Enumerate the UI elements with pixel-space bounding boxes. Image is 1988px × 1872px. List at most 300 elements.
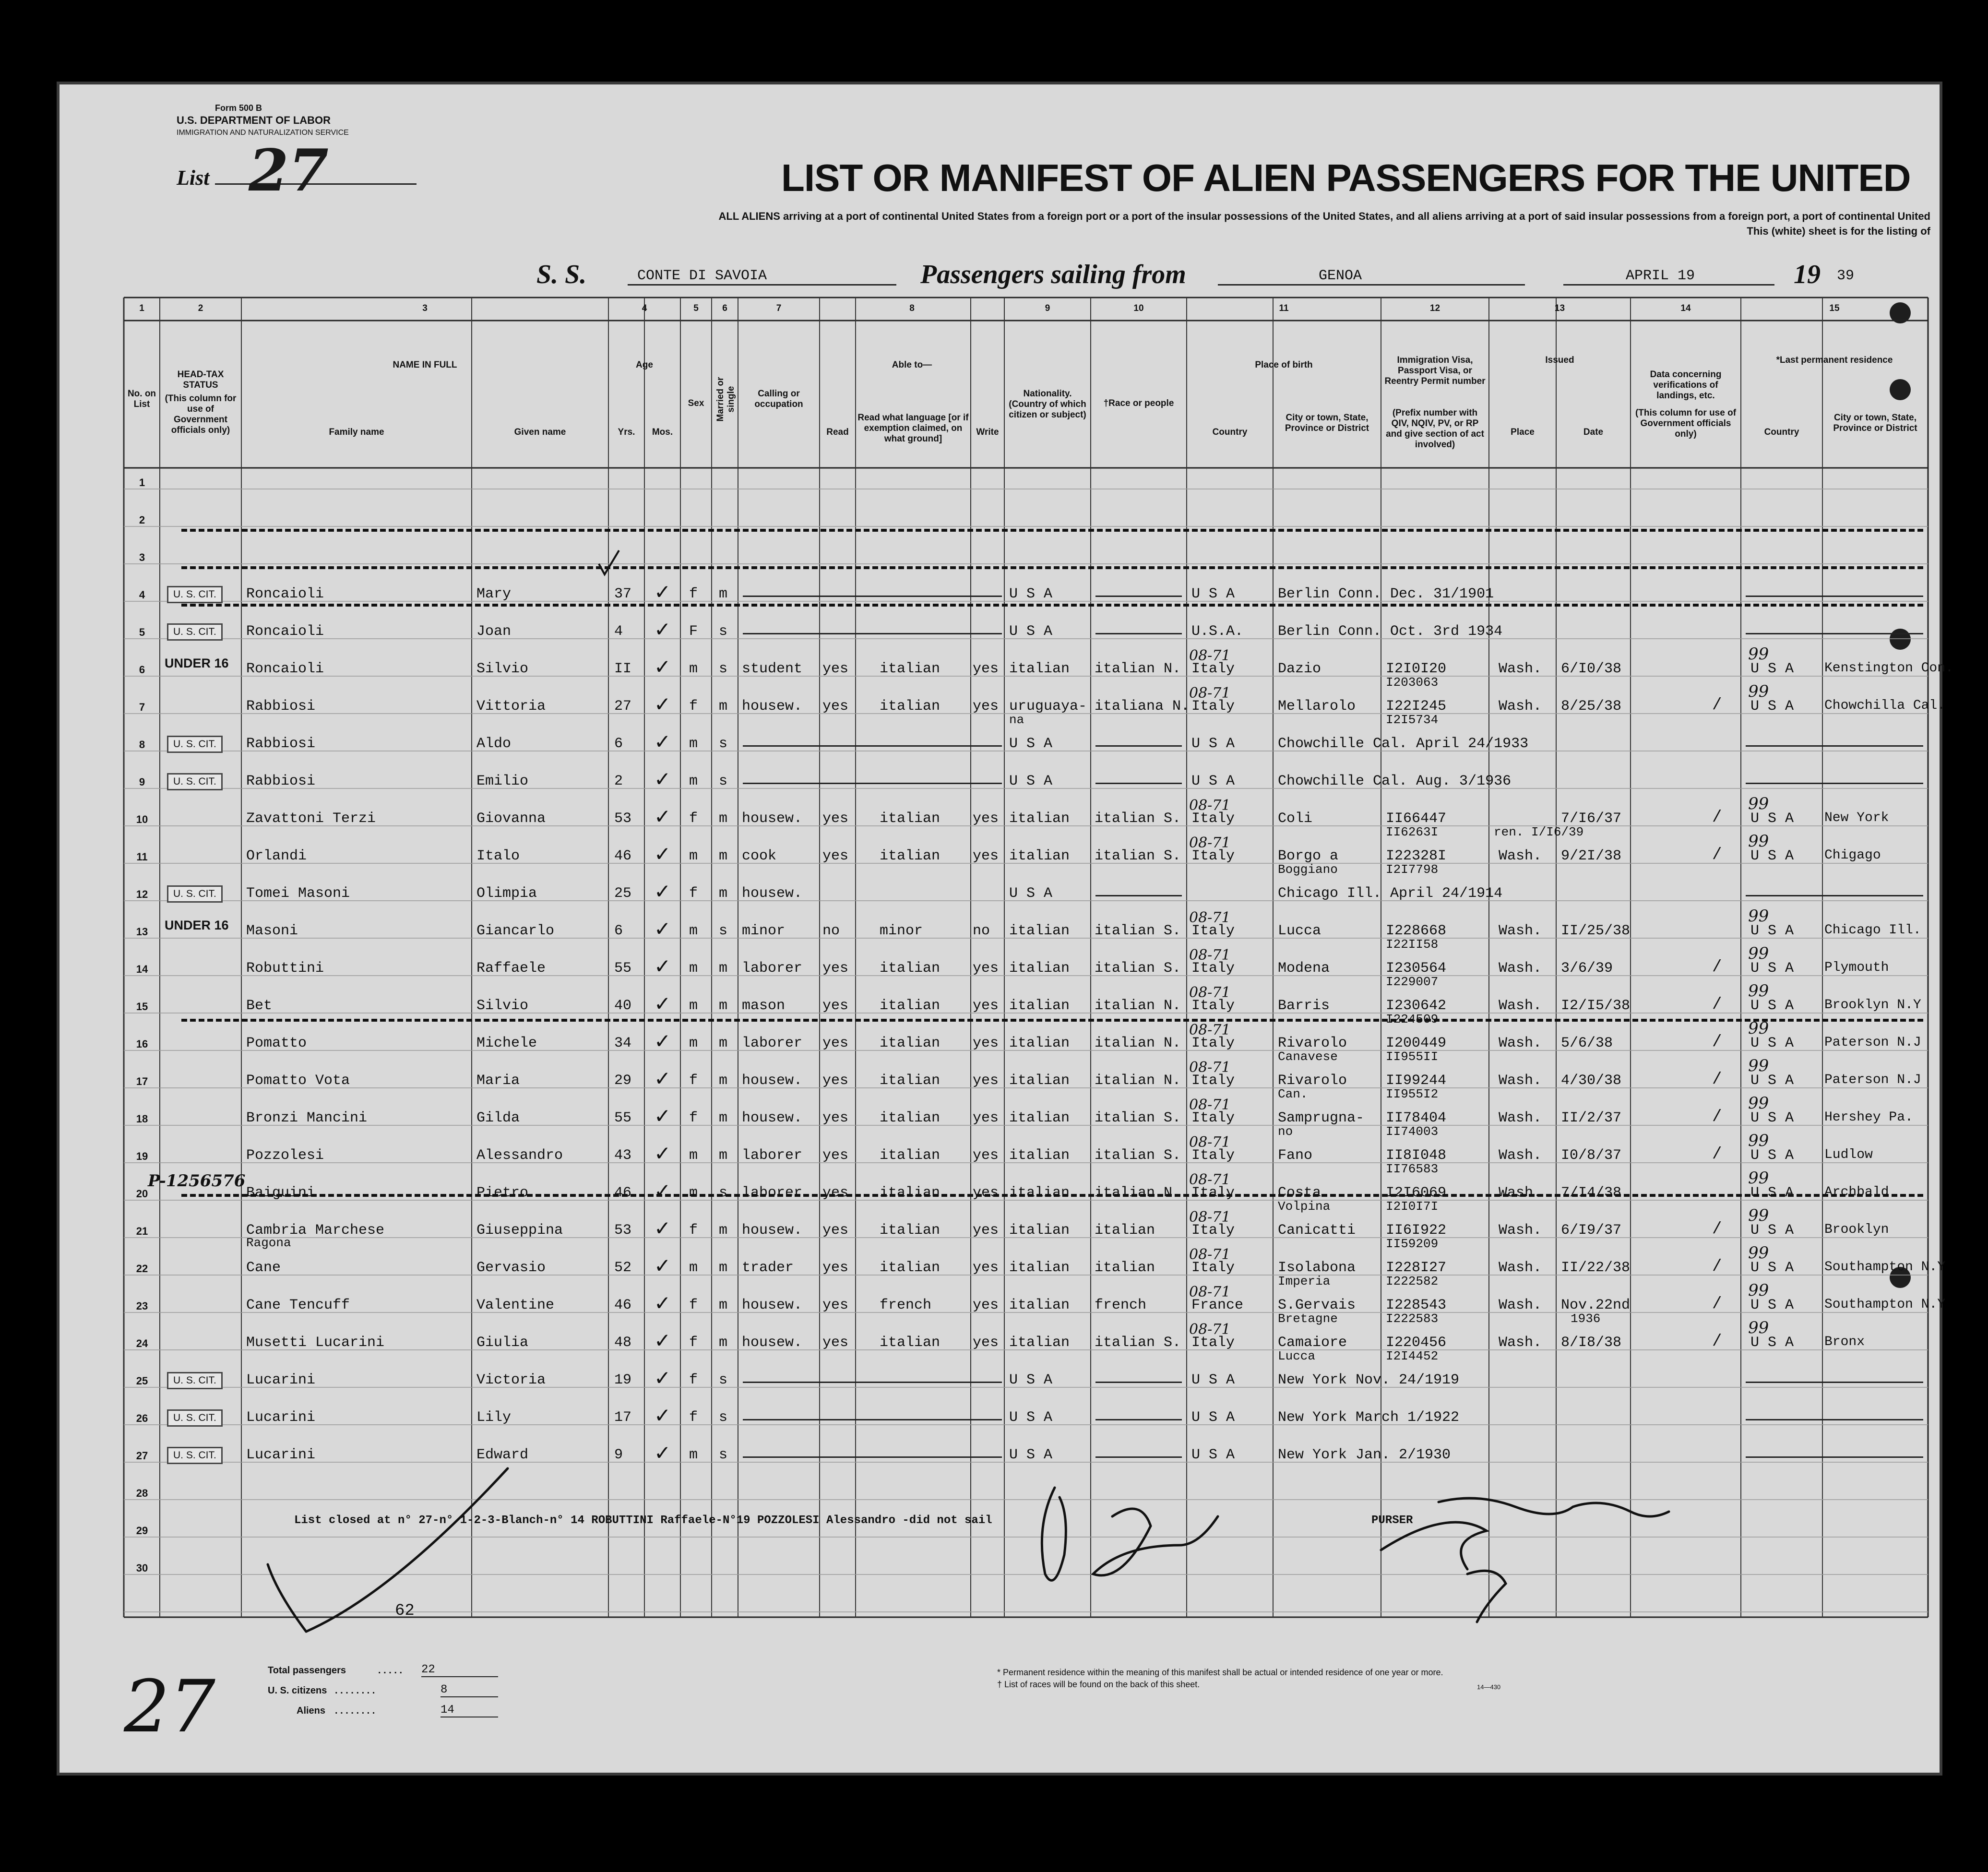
handwritten-code: 08-71 xyxy=(1189,1171,1231,1188)
residence-country: U S A xyxy=(1750,1147,1794,1164)
service-name: IMMIGRATION AND NATURALIZATION SERVICE xyxy=(177,129,349,137)
visa-number-2: II955I2 xyxy=(1386,1087,1439,1101)
read-language: italian xyxy=(880,1260,940,1276)
check-mark: ✓ xyxy=(654,1441,671,1465)
marital-status: m xyxy=(719,1110,728,1126)
nationality: italian xyxy=(1009,1260,1070,1276)
calling: housew. xyxy=(742,698,803,715)
birth-country: Italy xyxy=(1191,1222,1235,1239)
birth-city-2: Bretagne xyxy=(1278,1312,1338,1326)
nationality-2: na xyxy=(1009,713,1024,727)
port: GENOA xyxy=(1218,268,1525,286)
given-name: Giulia xyxy=(476,1335,529,1351)
residence-city: Chicago Ill. xyxy=(1824,923,1921,938)
column-header: 8 xyxy=(909,303,915,313)
nationality: italian xyxy=(1009,1297,1070,1313)
read: yes xyxy=(822,1110,849,1126)
given-name: Edward xyxy=(476,1447,529,1463)
family-name: Zavattoni Terzi xyxy=(246,811,376,827)
column-header: No. on List xyxy=(127,389,156,409)
subtitle-line-2: This (white) sheet is for the listing of xyxy=(1747,225,1930,237)
visa-number-2: I2I5734 xyxy=(1386,713,1439,727)
sex: m xyxy=(689,773,698,789)
visa-number: I228I27 xyxy=(1386,1260,1447,1276)
visa-number: II99244 xyxy=(1386,1073,1447,1089)
column-header: Date xyxy=(1583,427,1604,437)
verification-mark: / xyxy=(1712,1071,1722,1089)
given-name: Vittoria xyxy=(476,698,546,715)
read-language: italian xyxy=(880,1185,940,1201)
residence-city: Southampton N.Y xyxy=(1824,1297,1946,1312)
given-name: Giancarlo xyxy=(476,923,555,939)
head-tax-status: U. S. CIT. xyxy=(167,1409,223,1427)
visa-number: II66447 xyxy=(1386,811,1447,827)
column-header: Read xyxy=(826,427,849,437)
handwritten-code: 08-71 xyxy=(1189,1209,1231,1226)
handwritten-code: 99 xyxy=(1748,906,1769,926)
nationality: italian xyxy=(1009,811,1070,827)
birth-city: Chicago Ill. April 24/1914 xyxy=(1278,885,1503,902)
visa-number: I200449 xyxy=(1386,1035,1447,1051)
read: yes xyxy=(822,661,849,677)
birth-country: U S A xyxy=(1191,773,1235,789)
check-mark: ✓ xyxy=(654,842,671,866)
row-number: 4 xyxy=(139,589,145,601)
list-closed-note: List closed at n° 27-n° 1-2-3-Blanch-n° 14 ROBUTTINI Raffaele-N°19 POZZOLESI Alessandro -did not sail xyxy=(294,1514,992,1527)
family-name: Baiguini xyxy=(246,1185,316,1201)
read: yes xyxy=(822,998,849,1014)
check-mark: ✓ xyxy=(654,767,671,791)
visa-number-2: I2I4452 xyxy=(1386,1349,1439,1363)
marital-status: m xyxy=(719,848,728,864)
birth-country: U S A xyxy=(1191,586,1235,602)
family-name: Pomatto Vota xyxy=(246,1073,350,1089)
sex: f xyxy=(689,1110,698,1126)
row-number: 11 xyxy=(136,851,148,863)
issue-date: 8/25/38 xyxy=(1561,698,1622,715)
birth-city: Canicatti xyxy=(1278,1222,1356,1239)
row-number: 29 xyxy=(136,1525,148,1537)
age-years: 53 xyxy=(614,1222,632,1239)
birth-city: Lucca xyxy=(1278,923,1321,939)
head-tax-status: U. S. CIT. xyxy=(167,885,223,903)
birth-country: Italy xyxy=(1191,811,1235,827)
row-number: 28 xyxy=(136,1487,148,1499)
issue-date: Nov.22nd xyxy=(1561,1297,1631,1313)
check-mark: ✓ xyxy=(654,1366,671,1390)
calling: laborer xyxy=(742,1147,803,1164)
subtitle-line-1: ALL ALIENS arriving at a port of continental United States from a foreign port or a port of the insular possessions of the United States, and all aliens arriving at a port of said insular possessions from a foreign port, a port of continental United xyxy=(718,210,1930,222)
read-language: italian xyxy=(880,661,940,677)
issue-place: Wash. xyxy=(1499,923,1542,939)
read-language: italian xyxy=(880,848,940,864)
race: italian S. xyxy=(1095,848,1181,864)
birth-city: New York Jan. 2/1930 xyxy=(1278,1447,1451,1463)
calling: housew. xyxy=(742,885,803,902)
calling: laborer xyxy=(742,960,803,977)
family-name: Lucarini xyxy=(246,1447,316,1463)
birth-country: U.S.A. xyxy=(1191,623,1244,640)
residence-country: U S A xyxy=(1750,698,1794,715)
row-number: 26 xyxy=(136,1412,148,1424)
birth-country: Italy xyxy=(1191,1185,1235,1201)
age-years: 17 xyxy=(614,1409,632,1426)
marital-status: m xyxy=(719,885,728,902)
race: italian S. xyxy=(1095,923,1181,939)
handwritten-code: 99 xyxy=(1748,944,1769,963)
birth-city: Costa xyxy=(1278,1185,1321,1201)
age-years: 19 xyxy=(614,1372,632,1388)
read: yes xyxy=(822,811,849,827)
given-name: Pietro xyxy=(476,1185,529,1201)
issue-date: 7/I4/38 xyxy=(1561,1185,1622,1201)
nationality: italian xyxy=(1009,960,1070,977)
birth-city: Camaiore xyxy=(1278,1335,1347,1351)
write: yes xyxy=(973,998,999,1014)
age-years: 29 xyxy=(614,1073,632,1089)
read: yes xyxy=(822,1073,849,1089)
sailing-date: APRIL 19 xyxy=(1563,268,1774,286)
issue-date: 3/6/39 xyxy=(1561,960,1613,977)
marital-status: m xyxy=(719,1297,728,1313)
aliens-label: Aliens xyxy=(297,1705,326,1716)
residence-city: Ludlow xyxy=(1824,1147,1873,1162)
race: italian xyxy=(1095,1222,1155,1239)
column-header: Data concerning verifications of landings, etc. xyxy=(1650,370,1722,401)
column-header: (Prefix number with QIV, NQIV, PV, or RP and give section of act involved) xyxy=(1386,408,1484,450)
birth-country: Italy xyxy=(1191,661,1235,677)
column-header: Country xyxy=(1764,427,1799,437)
department: U.S. DEPARTMENT OF LABOR xyxy=(177,114,331,126)
age-years: 27 xyxy=(614,698,632,715)
nationality: uruguaya- xyxy=(1009,698,1087,715)
residence-country: U S A xyxy=(1750,1110,1794,1126)
visa-number-2: I2I0I7I xyxy=(1386,1199,1439,1214)
birth-city: Borgo a xyxy=(1278,848,1339,864)
margin-mark: 27 xyxy=(124,1665,215,1749)
age-years: 46 xyxy=(614,1297,632,1313)
column-header: Read what language [or if exemption claimed, on what ground] xyxy=(857,413,969,444)
sex: m xyxy=(689,848,698,864)
column-header: City or town, State, Province or District xyxy=(1833,413,1917,433)
head-tax-status: U. S. CIT. xyxy=(167,1372,223,1389)
issue-date: II/25/38 xyxy=(1561,923,1631,939)
nationality: italian xyxy=(1009,923,1070,939)
column-header: HEAD-TAX STATUS xyxy=(177,370,224,390)
birth-city-2: Canavese xyxy=(1278,1049,1338,1064)
race: italiana N. xyxy=(1095,698,1190,715)
verification-mark: / xyxy=(1712,846,1722,864)
family-name: Lucarini xyxy=(246,1409,316,1426)
footnote-races: † List of races will be found on the back of this sheet. xyxy=(997,1680,1200,1689)
visa-number: I22328I xyxy=(1386,848,1447,864)
check-mark: ✓ xyxy=(654,1329,671,1352)
handwritten-code: 08-71 xyxy=(1189,984,1231,1001)
family-name: Cambria Marchese xyxy=(246,1222,385,1239)
residence-city: Hershey Pa. xyxy=(1824,1110,1913,1125)
handwritten-code: 99 xyxy=(1748,1056,1769,1075)
calling: minor xyxy=(742,923,786,939)
read: yes xyxy=(822,1297,849,1313)
residence-city: Chowchilla Cal. xyxy=(1824,698,1946,713)
nationality: italian xyxy=(1009,1222,1070,1239)
visa-number-2: I2I7798 xyxy=(1386,862,1439,877)
row-number: 14 xyxy=(136,963,148,975)
sex: f xyxy=(689,1297,698,1313)
write: yes xyxy=(973,1147,999,1164)
handwritten-code: 99 xyxy=(1748,794,1769,813)
column-header: 11 xyxy=(1279,303,1289,313)
family-name: Pomatto xyxy=(246,1035,307,1051)
residence-country: U S A xyxy=(1750,1260,1794,1276)
aliens-value: 14 xyxy=(440,1704,498,1717)
column-header: Place of birth xyxy=(1255,360,1313,370)
read: yes xyxy=(822,1185,849,1201)
year-prefix: 19 xyxy=(1794,260,1821,289)
check-mark: ✓ xyxy=(654,1029,671,1053)
ship-name: CONTE DI SAVOIA xyxy=(628,268,896,286)
calling: housew. xyxy=(742,1297,803,1313)
residence-city: New York xyxy=(1824,811,1889,825)
check-mark: ✓ xyxy=(654,655,671,679)
given-name: Maria xyxy=(476,1073,520,1089)
birth-country: Italy xyxy=(1191,1110,1235,1126)
visa-number: I230564 xyxy=(1386,960,1447,977)
check-mark: ✓ xyxy=(654,1104,671,1128)
age-years: 2 xyxy=(614,773,623,789)
calling: mason xyxy=(742,998,786,1014)
issue-place-2: ren. I/I6/39 xyxy=(1494,825,1584,839)
visa-number: II78404 xyxy=(1386,1110,1447,1126)
head-tax-status: UNDER 16 xyxy=(165,656,229,670)
sex: m xyxy=(689,661,698,677)
handwritten-code: 99 xyxy=(1748,682,1769,701)
residence-country: U S A xyxy=(1750,1185,1794,1201)
handwritten-code: 08-71 xyxy=(1189,1134,1231,1151)
column-header: Yrs. xyxy=(618,427,635,437)
read-language: italian xyxy=(880,1335,940,1351)
nationality: U S A xyxy=(1009,1372,1053,1388)
given-name: Gervasio xyxy=(476,1260,546,1276)
row-number: 9 xyxy=(139,776,145,788)
verification-mark: / xyxy=(1712,996,1722,1014)
dots: . . . . . . . . xyxy=(335,1685,375,1696)
birth-city-2: no xyxy=(1278,1124,1293,1139)
handwritten-code: 08-71 xyxy=(1189,1284,1231,1300)
given-name: Raffaele xyxy=(476,960,546,977)
row-number: 25 xyxy=(136,1375,148,1387)
age-years: 6 xyxy=(614,923,623,939)
verification-mark: / xyxy=(1712,1108,1722,1126)
age-years: 52 xyxy=(614,1260,632,1276)
row-number: 19 xyxy=(136,1150,148,1162)
row-number: 24 xyxy=(136,1337,148,1349)
handwritten-code: 08-71 xyxy=(1189,947,1231,964)
birth-city-2: Boggiano xyxy=(1278,862,1338,877)
birth-country: U S A xyxy=(1191,736,1235,752)
column-header: 12 xyxy=(1429,303,1440,313)
birth-country: Italy xyxy=(1191,960,1235,977)
calling: housew. xyxy=(742,1110,803,1126)
row-number: 20 xyxy=(136,1188,148,1200)
purser-label: PURSER xyxy=(1371,1514,1413,1527)
calling: student xyxy=(742,661,803,677)
given-name: Lily xyxy=(476,1409,512,1426)
head-tax-status: UNDER 16 xyxy=(165,918,229,932)
sex: m xyxy=(689,923,698,939)
marital-status: s xyxy=(719,773,728,789)
given-name: Giuseppina xyxy=(476,1222,563,1239)
issue-date: 6/I0/38 xyxy=(1561,661,1622,677)
sex: m xyxy=(689,960,698,977)
birth-city-2: Imperia xyxy=(1278,1274,1331,1288)
read: yes xyxy=(822,1222,849,1239)
read: yes xyxy=(822,1335,849,1351)
birth-city-2: Lucca xyxy=(1278,1349,1316,1363)
manifest-sheet xyxy=(57,82,1953,1776)
column-header: 6 xyxy=(722,303,727,313)
column-header: (This column for use of Government officials only) xyxy=(1635,408,1737,439)
visa-number-2: I203063 xyxy=(1386,675,1439,690)
handwritten-code: 08-71 xyxy=(1189,797,1231,814)
given-name: Silvio xyxy=(476,998,529,1014)
given-name: Emilio xyxy=(476,773,529,789)
write: yes xyxy=(973,661,999,677)
given-name: Aldo xyxy=(476,736,512,752)
birth-city-2: Volpina xyxy=(1278,1199,1331,1214)
visa-number: I228668 xyxy=(1386,923,1447,939)
write: yes xyxy=(973,1297,999,1313)
visa-number-2: II76583 xyxy=(1386,1162,1439,1176)
handwritten-code: 99 xyxy=(1748,832,1769,851)
issue-date: II/2/37 xyxy=(1561,1110,1622,1126)
column-header: 5 xyxy=(693,303,699,313)
check-mark: ✓ xyxy=(654,580,671,604)
birth-country: Italy xyxy=(1191,1035,1235,1051)
issue-place: Wash. xyxy=(1499,1035,1542,1051)
row-number: 3 xyxy=(139,551,145,563)
year-suffix: 39 xyxy=(1837,268,1855,284)
check-mark: ✓ xyxy=(654,992,671,1015)
age-years: 37 xyxy=(614,586,632,602)
calling: cook xyxy=(742,848,777,864)
column-header: Issued xyxy=(1545,355,1574,365)
issue-place: Wash. xyxy=(1499,1110,1542,1126)
page-title: LIST OR MANIFEST OF ALIEN PASSENGERS FOR THE UNITED xyxy=(781,156,1911,199)
check-mark: ✓ xyxy=(654,618,671,641)
read-language: italian xyxy=(880,811,940,827)
given-name: Alessandro xyxy=(476,1147,563,1164)
race: italian S. xyxy=(1095,1147,1181,1164)
check-mark: ✓ xyxy=(654,1291,671,1315)
write: no xyxy=(973,923,990,939)
column-header: 15 xyxy=(1829,303,1840,313)
family-name: Rabbiosi xyxy=(246,736,316,752)
handwritten-code: 99 xyxy=(1748,1318,1769,1337)
list-label: List xyxy=(177,166,210,190)
age-years: 46 xyxy=(614,848,632,864)
given-name: Victoria xyxy=(476,1372,546,1388)
sex: f xyxy=(689,1335,698,1351)
residence-country: U S A xyxy=(1750,1222,1794,1239)
married-header: Married or single xyxy=(715,377,736,422)
read-language: italian xyxy=(880,1147,940,1164)
issue-place: Wash. xyxy=(1499,848,1542,864)
residence-city: Southampton N.Y xyxy=(1824,1260,1946,1275)
write: yes xyxy=(973,1260,999,1276)
age-years: 40 xyxy=(614,998,632,1014)
handwritten-code: 08-71 xyxy=(1189,1321,1231,1338)
visa-number: I2I6069 xyxy=(1386,1185,1447,1201)
age-years: 43 xyxy=(614,1147,632,1164)
handwritten-code: 08-71 xyxy=(1189,685,1231,702)
given-name: Mary xyxy=(476,586,512,602)
write: yes xyxy=(973,698,999,715)
nationality: italian xyxy=(1009,661,1070,677)
handwritten-code: 99 xyxy=(1748,1131,1769,1150)
nationality: italian xyxy=(1009,1147,1070,1164)
marital-status: s xyxy=(719,1447,728,1463)
marital-status: m xyxy=(719,1335,728,1351)
read-language: italian xyxy=(880,1222,940,1239)
marital-status: s xyxy=(719,661,728,677)
marital-status: m xyxy=(719,586,728,602)
check-mark: ✓ xyxy=(654,1067,671,1090)
given-name: Silvio xyxy=(476,661,529,677)
row-number: 10 xyxy=(136,813,148,825)
birth-city: Chowchille Cal. April 24/1933 xyxy=(1278,736,1529,752)
birth-city: New York March 1/1922 xyxy=(1278,1409,1460,1426)
age-years: 25 xyxy=(614,885,632,902)
head-tax-status: P-1256576 xyxy=(148,1171,246,1191)
row-number: 16 xyxy=(136,1038,148,1050)
age-years: 6 xyxy=(614,736,623,752)
nationality: italian xyxy=(1009,1185,1070,1201)
race: italian N. xyxy=(1095,661,1181,677)
race: italian N. xyxy=(1095,1035,1181,1051)
column-header: 2 xyxy=(198,303,203,313)
marital-status: m xyxy=(719,1147,728,1164)
row-number: 30 xyxy=(136,1562,148,1574)
column-header: Calling or occupation xyxy=(754,389,803,409)
column-header: 7 xyxy=(776,303,782,313)
residence-country: U S A xyxy=(1750,1073,1794,1089)
column-header: (This column for use of Government officials only) xyxy=(165,393,237,435)
calling: housew. xyxy=(742,811,803,827)
residence-country: U S A xyxy=(1750,811,1794,827)
age-years: 4 xyxy=(614,623,623,640)
birth-city: Samprugna- xyxy=(1278,1110,1365,1126)
race: italian N. xyxy=(1095,1185,1181,1201)
verification-mark: / xyxy=(1712,958,1722,977)
column-header: 10 xyxy=(1133,303,1144,313)
sex: m xyxy=(689,1185,698,1201)
dots: . . . . . xyxy=(378,1665,403,1676)
us-citizens-value: 8 xyxy=(440,1683,498,1697)
us-citizens-label: U. S. citizens xyxy=(268,1685,327,1696)
issue-place: Wash. xyxy=(1499,1185,1542,1201)
handwritten-code: 08-71 xyxy=(1189,835,1231,851)
column-header: *Last permanent residence xyxy=(1776,355,1893,365)
marital-status: m xyxy=(719,960,728,977)
read: yes xyxy=(822,1147,849,1164)
handwritten-code: 08-71 xyxy=(1189,1022,1231,1038)
family-name: Cane xyxy=(246,1260,281,1276)
marital-status: s xyxy=(719,1409,728,1426)
sex: F xyxy=(689,623,698,640)
form-number: Form 500 B xyxy=(215,103,262,113)
read-language: italian xyxy=(880,1073,940,1089)
